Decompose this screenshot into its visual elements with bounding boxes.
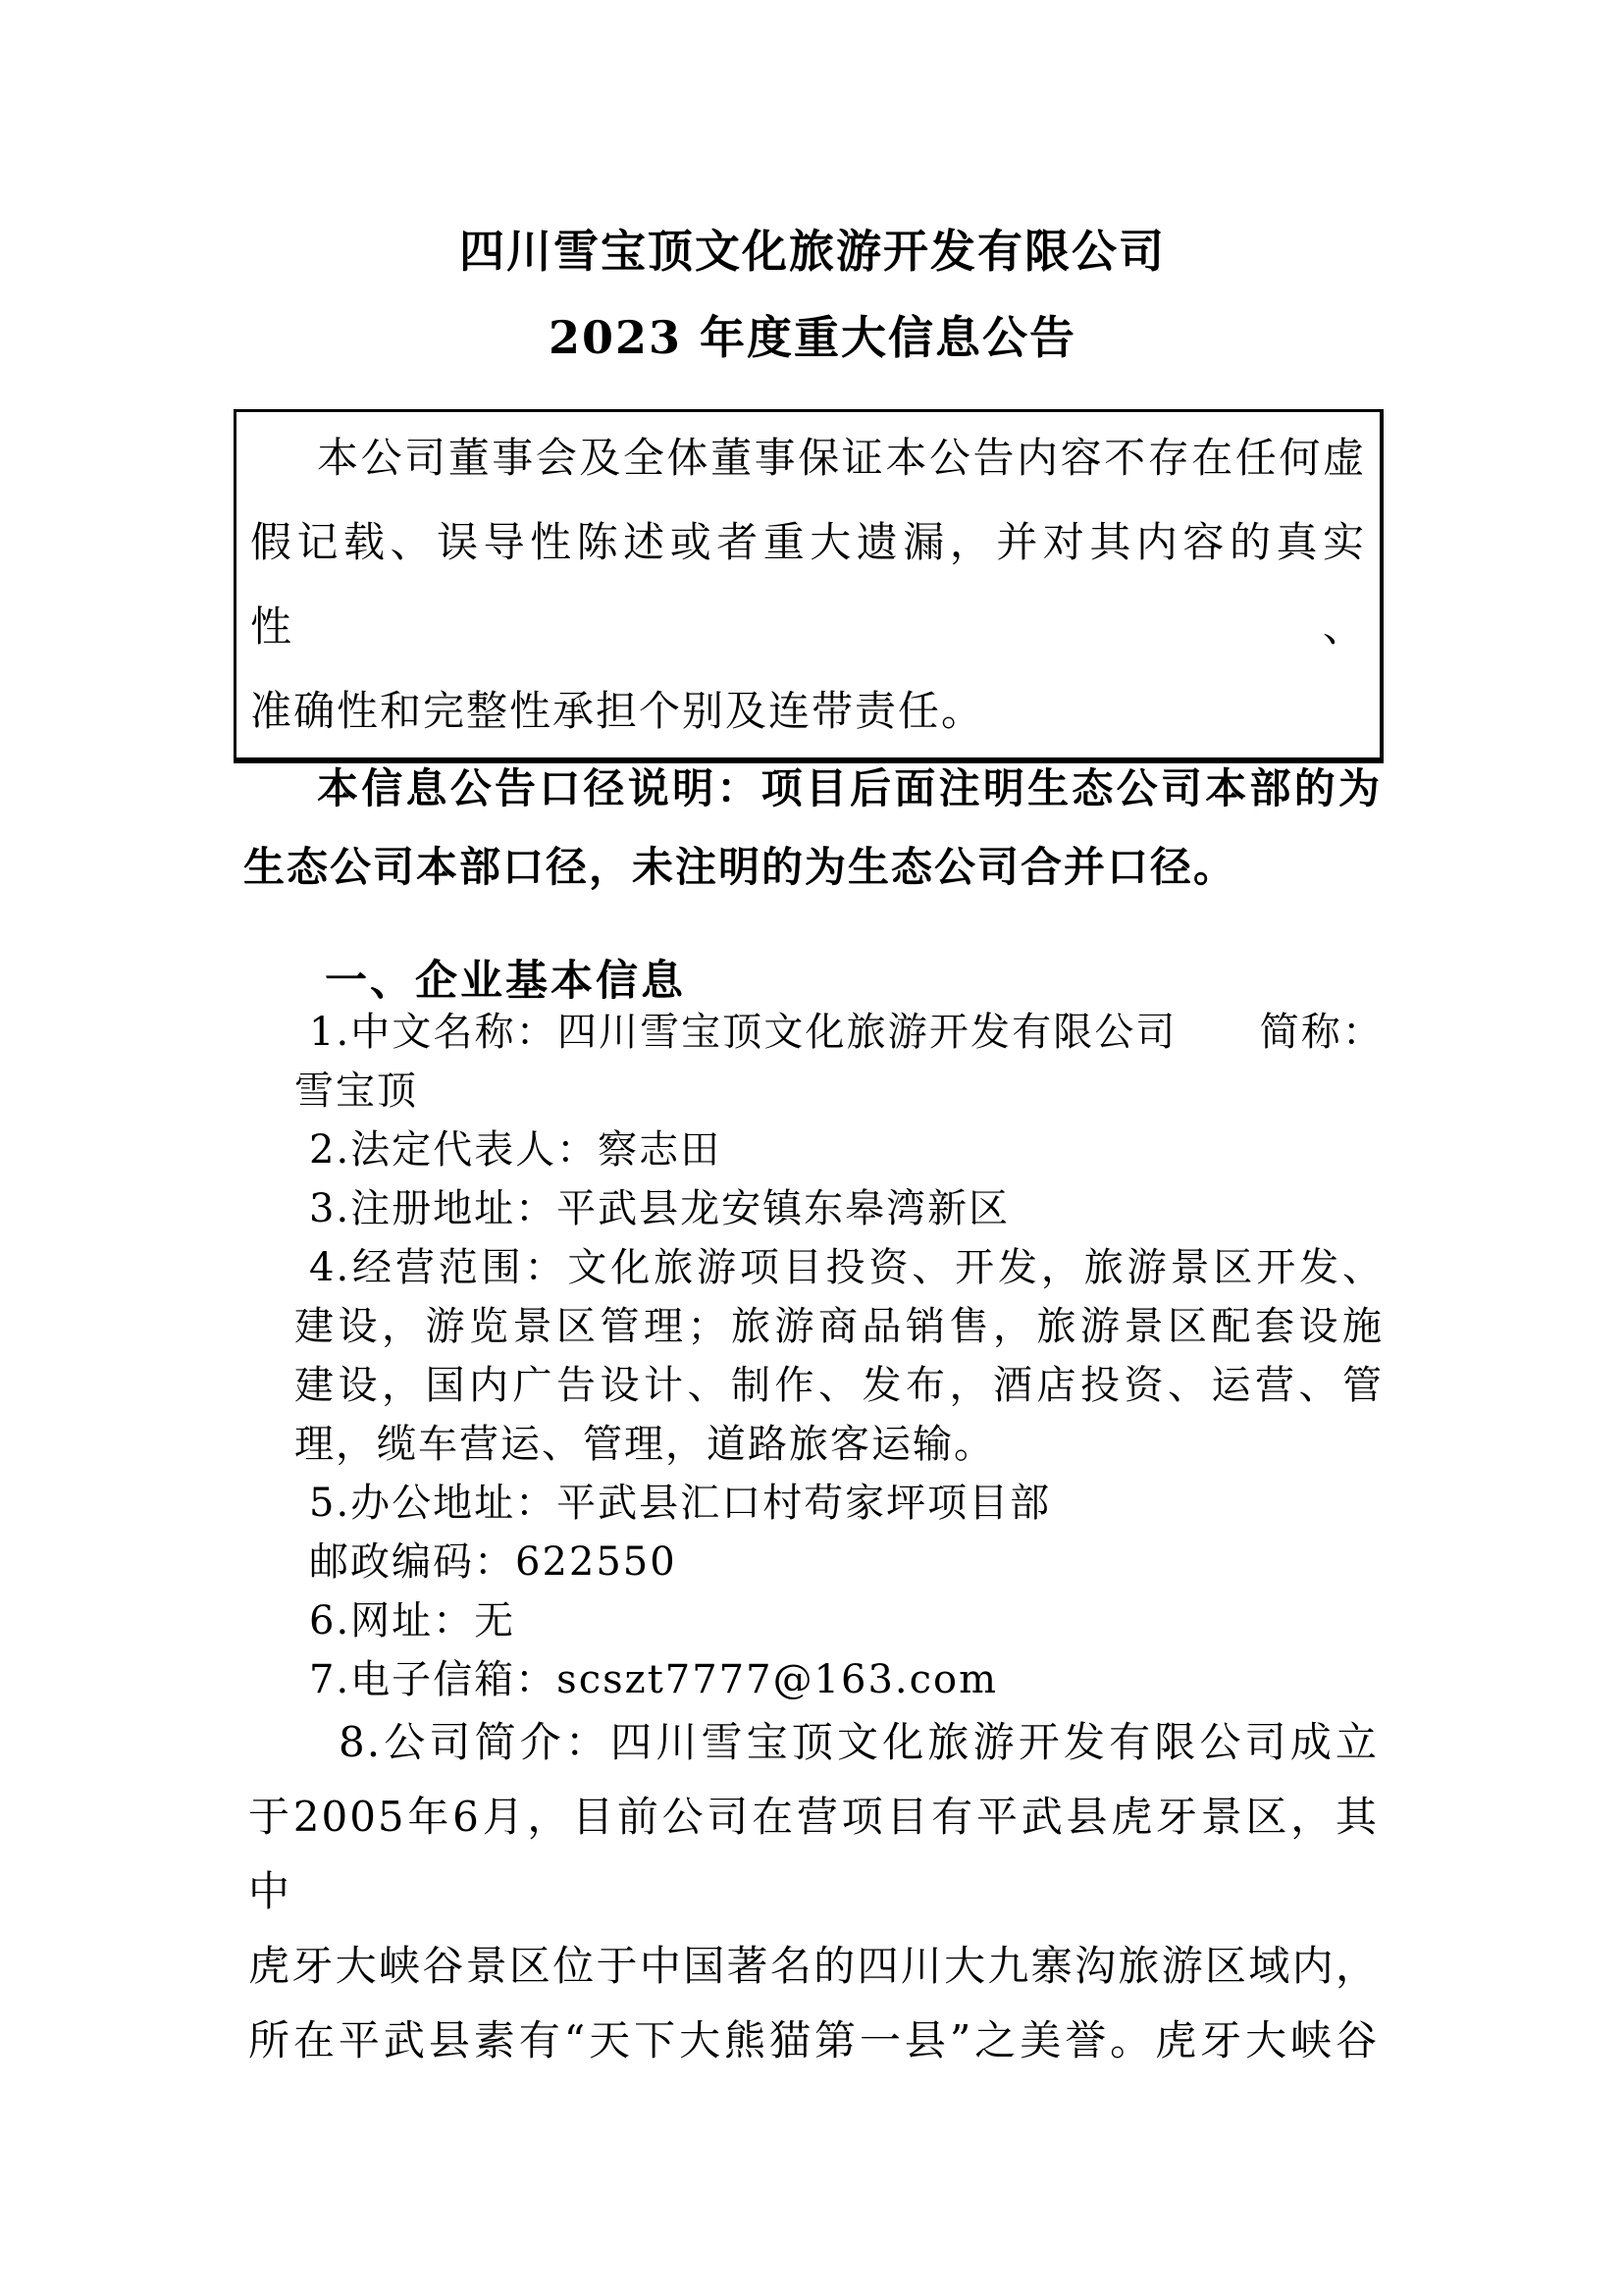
company-intro-line-3: 虎牙大峡谷景区位于中国著名的四川大九寨沟旅游区域内， <box>248 1942 1379 1990</box>
document-title-company: 四川雪宝顶文化旅游开发有限公司 <box>459 225 1166 278</box>
company-intro-line-4: 所在平武县素有“天下大熊猫第一县”之美誉。虎牙大峡谷 <box>248 2016 1379 2064</box>
company-intro-line-2: 于2005年6月，目前公司在营项目有平武县虎牙景区，其中 <box>248 1793 1379 1915</box>
item-business-scope-line-1: 4.经营范围：文化旅游项目投资、开发，旅游景区开发、 <box>309 1245 1384 1290</box>
section-heading-basic-info: 一、企业基本信息 <box>325 957 686 1006</box>
scope-note <box>243 750 1382 907</box>
item-business-scope-line-3: 建设，国内广告设计、制作、发布，酒店投资、运营、管 <box>294 1363 1384 1408</box>
item-business-scope-line-2: 建设，游览景区管理；旅游商品销售，旅游景区配套设施 <box>294 1304 1384 1349</box>
company-intro-paragraph <box>248 1705 1379 2078</box>
scope-note-line-1: 本信息公告口径说明：项目后面注明生态公司本部的为 <box>317 764 1382 812</box>
item-website: 6.网址：无 <box>309 1598 516 1643</box>
disclaimer-line-2: 假记载、误导性陈述或者重大遗漏，并对其内容的真实性、 <box>250 518 1366 651</box>
item-postal-code: 邮政编码：622550 <box>309 1539 677 1585</box>
item-chinese-name-abbr: 雪宝顶 <box>294 1069 418 1114</box>
document-title-announcement: 2023 年度重大信息公告 <box>548 311 1077 364</box>
disclaimer-line-3: 准确性和完整性承担个别及连带责任。 <box>250 687 985 735</box>
item-office-address: 5.办公地址：平武县汇口村苟家坪项目部 <box>309 1481 1052 1526</box>
company-intro-line-1: 8.公司简介：四川雪宝顶文化旅游开发有限公司成立 <box>339 1718 1379 1766</box>
item-registered-address: 3.注册地址：平武县龙安镇东皋湾新区 <box>309 1186 1011 1231</box>
scope-note-line-2: 生态公司本部口径，未注明的为生态公司合并口径。 <box>243 843 1237 891</box>
basic-info-list <box>294 1003 1384 1709</box>
item-chinese-name: 1.中文名称：四川雪宝顶文化旅游开发有限公司 简称： <box>309 1010 1384 1055</box>
disclaimer-line-1: 本公司董事会及全体董事保证本公告内容不存在任何虚 <box>317 434 1366 482</box>
item-email: 7.电子信箱：scszt7777@163.com <box>309 1657 999 1702</box>
item-legal-representative: 2.法定代表人：察志田 <box>309 1127 722 1173</box>
item-business-scope-line-4: 理，缆车营运、管理，道路旅客运输。 <box>294 1422 995 1467</box>
disclaimer-box <box>234 409 1384 763</box>
